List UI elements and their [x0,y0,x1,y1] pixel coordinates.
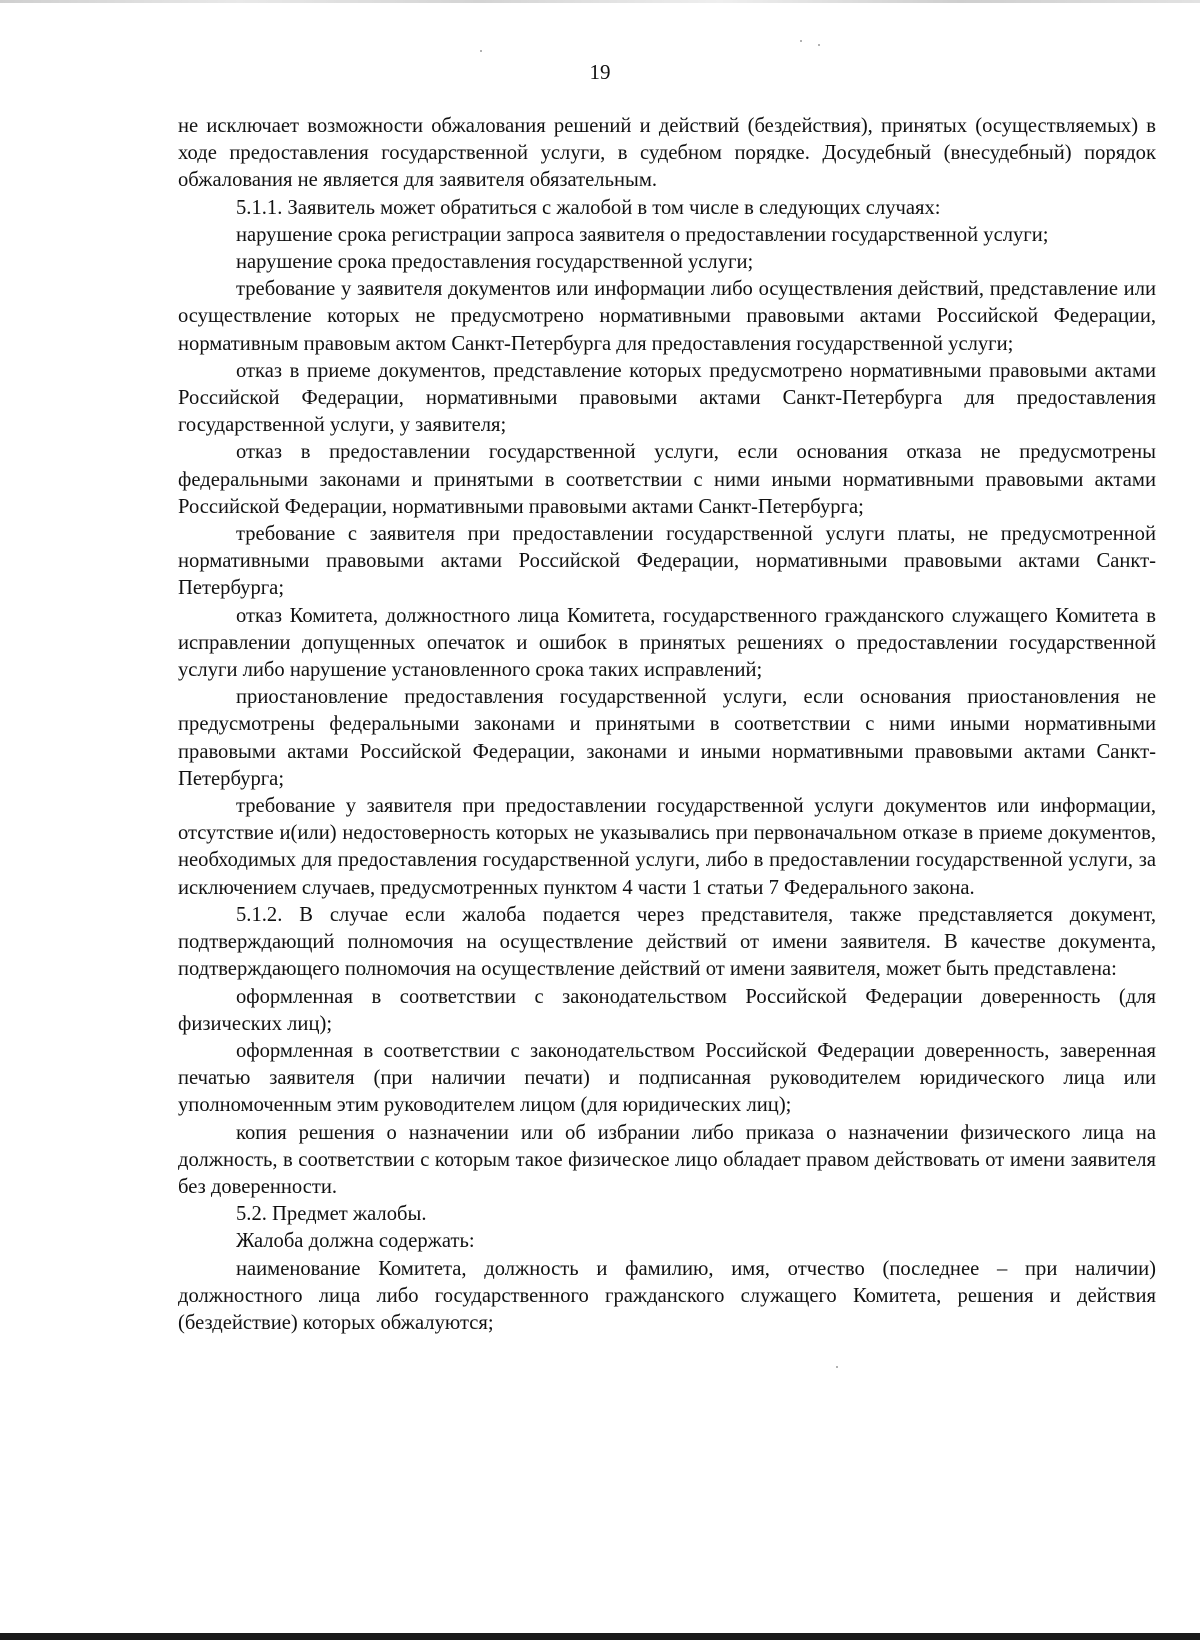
paragraph: 5.1.1. Заявитель может обратиться с жалобой в том числе в следующих случаях: [236,196,941,219]
paragraph: наименование Комитета, должность и фамилию, имя, отчество (последнее – при наличии) должностного лица либо государственного гражданского служащего Комитета, решения и действия (бездействие) которых обжалуются; [178,1257,1156,1334]
page-number: 19 [589,60,611,84]
paragraph: копия решения о назначении или об избрании либо приказа о назначении физического лица на должность, в соответствии с которым такое физическое лицо обладает правом действовать от имени заявителя без доверенности. [178,1121,1156,1198]
paragraph: отказ в предоставлении государственной услуги, если основания отказа не предусмотрены федеральными законами и принятыми в соответствии с ними иными нормативными правовыми актами Российской Федерации, нормативными правовыми актами Санкт-Петербурга; [178,441,1156,518]
paragraph: требование у заявителя при предоставлении государственной услуги документов или информации, отсутствие и(или) недостоверность которых не указывались при первоначальном отказе в приеме документов, необходимых для предоставления государственной услуги, либо в предоставлении государственной услуги, за исключением случаев, предусмотренных пунктом 4 части 1 статьи 7 Федерального закона. [178,795,1156,899]
paragraph: нарушение срока предоставления государственной услуги; [236,251,754,274]
paragraph: оформленная в соответствии с законодательством Российской Федерации доверенность, заверенная печатью заявителя (при наличии печати) и подписанная руководителем юридического лица или уполномоченным этим руководителем лицом (для юридических лиц); [178,1039,1156,1117]
paragraph: приостановление предоставления государственной услуги, если основания приостановления не предусмотрены федеральными законами и принятыми в соответствии с ними иными нормативными правовыми актами Российской Федерации, законами и иными нормативными правовыми актами Санкт-Петербурга; [178,686,1156,790]
paragraph: Жалоба должна содержать: [236,1230,475,1253]
paragraph: 5.2. Предмет жалобы. [236,1203,427,1226]
scan-edge-bottom [0,1633,1200,1640]
scan-speck [800,40,802,42]
paragraph: требование с заявителя при предоставлении государственной услуги платы, не предусмотренной нормативными правовыми актами Российской Федерации, нормативными правовыми актами Санкт-Петербурга; [178,523,1156,600]
paragraph: не исключает возможности обжалования решений и действий (бездействия), принятых (осуществляемых) в ходе предоставления государственной услуги, в судебном порядке. Досудебный (внесудебный) порядок обжалования не является для заявителя обязательным. [178,115,1156,192]
paragraph: требование у заявителя документов или информации либо осуществления действий, представление или осуществление которых не предусмотрено нормативными правовыми актами Российской Федерации, нормативным правовым актом Санкт-Петербурга для предоставления государственной услуги; [178,278,1156,355]
paragraph: оформленная в соответствии с законодательством Российской Федерации доверенность (для физических лиц); [178,985,1156,1035]
scan-speck [836,1366,838,1368]
scan-speck [818,44,820,46]
scan-edge-top [0,0,1200,3]
paragraph: отказ Комитета, должностного лица Комитета, государственного гражданского служащего Комитета в исправлении допущенных опечаток и ошибок в принятых решениях о предоставлении государственной услуги либо нарушение установленного срока таких исправлений; [178,604,1156,682]
paragraph: 5.1.2. В случае если жалоба подается через представителя, также представляется документ, подтверждающий полномочия на осуществление действий от имени заявителя. В качестве документа, подтверждающего полномочия на осуществление действий от имени заявителя, может быть представлена: [178,903,1156,981]
document-body [178,113,1156,1337]
scan-speck [480,50,482,52]
paragraph: отказ в приеме документов, представление которых предусмотрено нормативными правовыми актами Российской Федерации, нормативными правовыми актами Санкт-Петербурга для предоставления государственной услуги, у заявителя; [178,359,1156,437]
paragraph: нарушение срока регистрации запроса заявителя о предоставлении государственной услуги; [236,223,1049,246]
